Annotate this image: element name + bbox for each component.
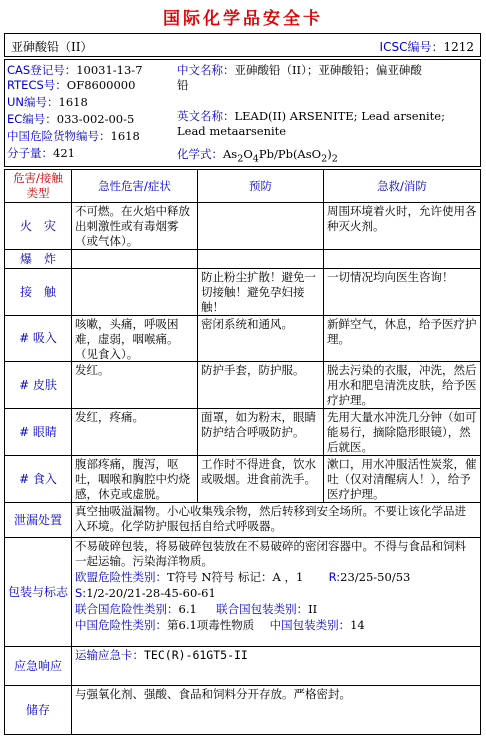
contact-prevention: 防止粉尘扩散！避免一切接触！避免孕妇接触！ — [197, 268, 324, 316]
identifiers-block — [4, 59, 481, 167]
row-label-ingestion: # 食入 — [4, 455, 72, 503]
formula-value: $As_2O_4Pb/Pb(AsO_2)_2$ — [223, 147, 338, 165]
contact-aid: 一切情况均向医生咨询！ — [323, 268, 481, 316]
cn-name-value: 亚砷酸铅（II）；亚砷酸铅；偏亚砷酸 — [234, 63, 422, 77]
en-name-value: LEAD(II) ARSENITE; Lead arsenite; — [234, 109, 445, 123]
skin-hazard: 发红。 — [71, 361, 198, 409]
s-phrase-value: 1/2-20/21-28-45-60-61 — [86, 586, 216, 600]
storage-text: 与强氧化剂、强酸、食品和饲料分开存放。严格密封。 — [71, 685, 481, 735]
fire-aid: 周围环境着火时，允许使用各种灭火剂。 — [323, 202, 481, 250]
row-label-explosion: 爆 炸 — [4, 249, 72, 269]
cn-name-value-cont: 铅 — [177, 78, 189, 92]
chemical-name: 亚砷酸铅（II） — [11, 40, 93, 54]
fire-prevention — [197, 202, 324, 250]
ingestion-hazard: 腹部疼痛，腹泻，呕吐，咽喉和胸腔中灼烧感，休克或虚脱。 — [71, 455, 198, 503]
packaging-block — [71, 537, 481, 647]
dg-label: 中国危险货物编号： — [7, 129, 111, 143]
packaging-label: 包装与标志 — [4, 537, 72, 647]
ingestion-prevention: 工作时不得进食，饮水或吸烟。进食前洗手。 — [197, 455, 324, 503]
en-name-value-cont: Lead metaarsenite — [177, 124, 287, 138]
un-value: 1618 — [58, 95, 88, 109]
spill-text: 真空抽吸溢漏物。小心收集残余物，然后转移到安全场所。不要让该化学品进入环境。化学防护服包括自给式呼吸器。 — [71, 502, 481, 538]
spill-label: 泄漏处置 — [4, 502, 72, 538]
inhalation-aid: 新鲜空气，休息，给予医疗护理。 — [323, 315, 481, 362]
ingestion-aid: 漱口，用水冲服活性炭浆，催吐（仅对清醒病人！），给予医疗护理。 — [323, 455, 481, 503]
rtecs-label: RTECS号： — [7, 78, 67, 92]
skin-aid: 脱去污染的衣服，冲洗，然后用水和肥皂清洗皮肤，给予医疗护理。 — [323, 361, 481, 409]
explosion-hazard — [71, 249, 198, 269]
header-bar — [4, 33, 481, 57]
row-label-eyes: # 眼睛 — [4, 408, 72, 456]
explosion-aid — [323, 249, 481, 269]
contact-hazard — [71, 268, 198, 316]
cn-pack-label: 中国包装类别： — [269, 618, 351, 632]
rtecs-value: OF8600000 — [66, 78, 136, 92]
ec-value: 033-002-00-5 — [56, 112, 135, 126]
inhalation-hazard: 咳嗽，头痛，呼吸困难，虚弱，咽喉痛。（见食入）。 — [71, 315, 198, 362]
cn-name-label: 中文名称： — [177, 63, 235, 77]
un-class-value: 6.1 — [178, 602, 197, 616]
cn-pack-value: 14 — [350, 618, 365, 632]
col-header-hazard: 急性危害/症状 — [71, 169, 198, 203]
storage-label: 储存 — [4, 685, 72, 735]
packaging-text: 不易破碎包装，将易破碎包装放在不易破碎的密闭容器中。不得与食品和饲料一起运输。污染海洋物质。 — [75, 539, 466, 568]
r-phrase-value: 23/25-50/53 — [340, 570, 411, 584]
formula-label: 化学式： — [177, 147, 223, 161]
col-header-type: 危害/接触类型 — [4, 169, 72, 203]
eyes-hazard: 发红，疼痛。 — [71, 408, 198, 456]
un-pack-label: 联合国包装类别： — [216, 602, 309, 616]
fire-hazard: 不可燃。在火焰中释放出刺激性或有毒烟雾（或气体）。 — [71, 202, 198, 250]
row-label-contact: 接 触 — [4, 268, 72, 316]
row-label-skin: # 皮肤 — [4, 361, 72, 409]
inhalation-prevention: 密闭系统和通风。 — [197, 315, 324, 362]
cas-label: CAS登记号： — [7, 63, 77, 77]
eyes-prevention: 面罩，如为粉末，眼睛防护结合呼吸防护。 — [197, 408, 324, 456]
mw-label: 分子量： — [7, 146, 53, 160]
un-class-label: 联合国危险性类别： — [75, 602, 179, 616]
emergency-block — [71, 646, 481, 686]
dg-value: 1618 — [110, 129, 140, 143]
un-label: UN编号： — [7, 95, 59, 109]
emergency-card-value: TEC(R)-61GT5-II — [144, 648, 248, 662]
emergency-card-label: 运输应急卡： — [75, 648, 144, 662]
ec-label: EC编号： — [7, 112, 57, 126]
emergency-label: 应急响应 — [4, 646, 72, 686]
eu-class-label: 欧盟危险性类别： — [75, 570, 167, 584]
row-label-inhalation: # 吸入 — [4, 315, 72, 362]
icsc-label: ICSC编号： — [379, 40, 444, 54]
col-header-prevention: 预防 — [197, 169, 324, 203]
icsc-number — [380, 38, 474, 55]
cn-class-label: 中国危险性类别： — [75, 618, 167, 632]
row-label-fire: 火 灾 — [4, 202, 72, 250]
cn-class-value: 第6.1项毒性物质 — [167, 618, 255, 632]
r-phrase-label: R: — [328, 570, 341, 584]
mw-value: 421 — [53, 146, 75, 160]
eu-class-value: T符号 N符号 标记：A ，1 — [167, 570, 304, 584]
explosion-prevention — [197, 249, 324, 269]
icsc-value: 1212 — [443, 40, 474, 54]
card-title: 国际化学品安全卡 — [163, 9, 323, 29]
en-name-label: 英文名称： — [177, 109, 235, 123]
cas-value: 10031-13-7 — [76, 63, 143, 77]
un-pack-value: II — [308, 602, 318, 616]
s-phrase-label: S: — [75, 586, 87, 600]
eyes-aid: 先用大量水冲洗几分钟（如可能易行，摘除隐形眼镜），然后就医。 — [323, 408, 481, 456]
col-header-aid: 急救/消防 — [323, 169, 481, 203]
skin-prevention: 防护手套，防护服。 — [197, 361, 324, 409]
